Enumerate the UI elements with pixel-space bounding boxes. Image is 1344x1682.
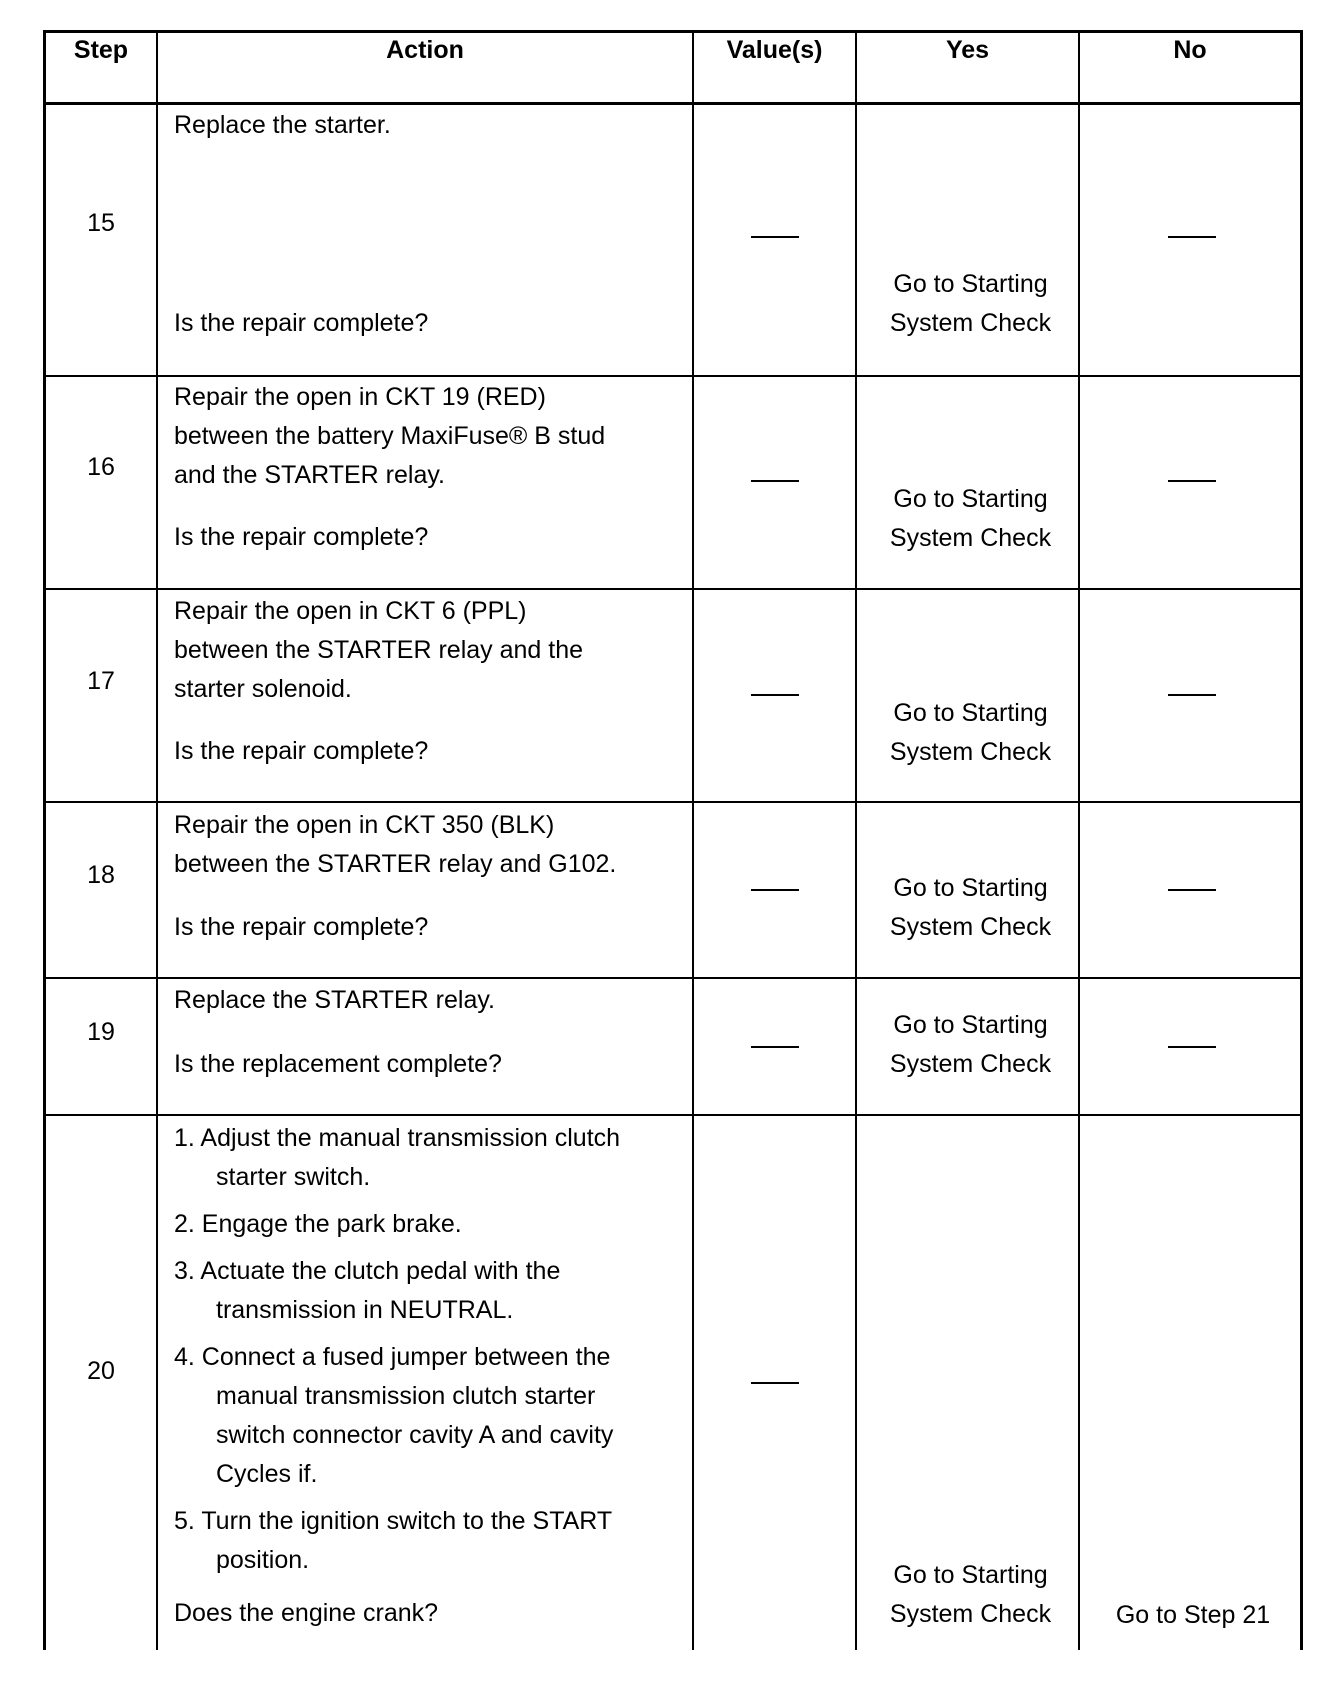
action-item <box>174 1252 694 1330</box>
no-dash <box>1168 889 1216 891</box>
action-text <box>174 806 694 884</box>
action-question: Is the replacement complete? <box>174 1050 502 1078</box>
action-line: between the battery MaxiFuse® B stud <box>174 422 606 450</box>
row-divider <box>43 1114 1303 1116</box>
header-no: No <box>1173 36 1207 64</box>
yes-line: System Check <box>889 309 1052 337</box>
no-dash <box>1168 1046 1216 1048</box>
action-text <box>174 592 694 709</box>
value-dash <box>751 1382 799 1384</box>
column-border <box>855 30 857 1650</box>
action-question: Is the repair complete? <box>174 523 429 551</box>
header-yes: Yes <box>945 36 990 64</box>
action-line: 3. Actuate the clutch pedal with the <box>174 1257 561 1285</box>
yes-line: System Check <box>889 738 1052 766</box>
action-line: Repair the open in CKT 19 (RED) <box>174 383 546 411</box>
action-question: Does the engine crank? <box>174 1599 439 1627</box>
action-question: Is the repair complete? <box>174 913 429 941</box>
column-border <box>156 30 158 1650</box>
action-question: Is the repair complete? <box>174 737 429 765</box>
action-line: Repair the open in CKT 350 (BLK) <box>174 811 555 839</box>
action-line: Repair the open in CKT 6 (PPL) <box>174 597 527 625</box>
no-action: Go to Step 21 <box>1115 1601 1271 1629</box>
action-item <box>174 1338 694 1494</box>
step-number: 20 <box>87 1357 115 1385</box>
row-divider <box>43 801 1303 803</box>
row-divider <box>43 375 1303 377</box>
action-text: Replace the STARTER relay. <box>174 986 495 1014</box>
action-steps <box>174 1119 694 1588</box>
value-dash <box>751 236 799 238</box>
action-question: Is the repair complete? <box>174 309 429 337</box>
step-number: 15 <box>87 209 115 237</box>
action-line: 4. Connect a fused jumper between the <box>174 1343 611 1371</box>
action-line: 2. Engage the park brake. <box>174 1210 462 1238</box>
action-line: starter solenoid. <box>174 675 352 703</box>
value-dash <box>751 889 799 891</box>
no-dash <box>1168 480 1216 482</box>
table-top-border <box>43 30 1303 33</box>
action-text: Replace the starter. <box>174 111 391 139</box>
action-line: transmission in NEUTRAL. <box>216 1296 514 1324</box>
value-dash <box>751 480 799 482</box>
action-line: starter switch. <box>216 1163 371 1191</box>
action-line: between the STARTER relay and the <box>174 636 584 664</box>
action-line: 5. Turn the ignition switch to the START <box>174 1507 613 1535</box>
header-step: Step <box>73 36 129 64</box>
value-dash <box>751 694 799 696</box>
yes-action <box>858 480 1083 558</box>
yes-line: System Check <box>889 1600 1052 1628</box>
action-line: between the STARTER relay and G102. <box>174 850 617 878</box>
row-divider <box>43 588 1303 590</box>
yes-action <box>858 1006 1083 1084</box>
no-dash <box>1168 236 1216 238</box>
column-border <box>43 30 46 1650</box>
action-line: position. <box>216 1546 310 1574</box>
step-number: 16 <box>87 453 115 481</box>
yes-action <box>858 1556 1083 1634</box>
yes-line: Go to Starting <box>893 699 1048 727</box>
value-dash <box>751 1046 799 1048</box>
header-action: Action <box>386 36 464 64</box>
step-number: 17 <box>87 667 115 695</box>
yes-line: System Check <box>889 913 1052 941</box>
column-border <box>1300 30 1303 1650</box>
step-number: 19 <box>87 1018 115 1046</box>
header-values: Value(s) <box>726 36 823 64</box>
yes-line: Go to Starting <box>893 485 1048 513</box>
action-item <box>174 1502 694 1580</box>
action-line: switch connector cavity A and cavity <box>216 1421 614 1449</box>
yes-line: Go to Starting <box>893 1011 1048 1039</box>
action-item <box>174 1205 694 1244</box>
action-line: and the STARTER relay. <box>174 461 445 489</box>
action-line: manual transmission clutch starter <box>216 1382 596 1410</box>
no-dash <box>1168 694 1216 696</box>
step-number: 18 <box>87 861 115 889</box>
yes-line: Go to Starting <box>893 874 1048 902</box>
action-line: 1. Adjust the manual transmission clutch <box>174 1124 621 1152</box>
yes-action <box>858 694 1083 772</box>
yes-line: Go to Starting <box>893 270 1048 298</box>
row-divider <box>43 977 1303 979</box>
header-bottom-border <box>43 102 1303 105</box>
action-text <box>174 378 694 495</box>
yes-line: System Check <box>889 1050 1052 1078</box>
action-item <box>174 1119 694 1197</box>
yes-line: System Check <box>889 524 1052 552</box>
yes-line: Go to Starting <box>893 1561 1048 1589</box>
action-line: Cycles if. <box>216 1460 318 1488</box>
yes-action <box>858 869 1083 947</box>
yes-action <box>858 265 1083 343</box>
